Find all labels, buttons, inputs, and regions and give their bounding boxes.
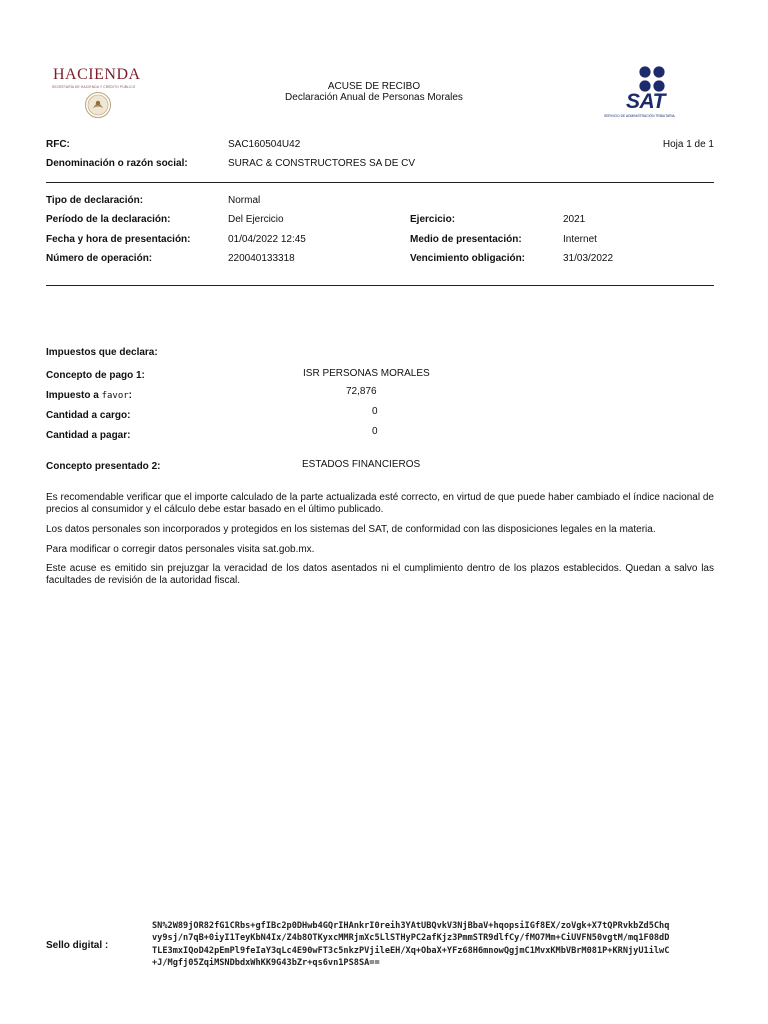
type-label: Tipo de declaración: [46,195,144,206]
favor-label [46,390,132,401]
sat-logo-text: SAT [626,90,665,113]
operation-value: 220040133318 [228,253,295,264]
seal-line-1: SN%2W89jOR82fG1CRbs+gfIBc2p0DHwb4GQrIHAnkrI0reih3YAtUBQvkV3NjBbaV+hqopsiIGf8EX/zoVgk+X7tQPRvkbZd5Chq [152,921,670,931]
note-modify-data: Para modificar o corregir datos personales visita sat.gob.mx. [46,544,315,555]
rfc-label: RFC: [46,139,70,150]
operation-label: Número de operación: [46,253,153,264]
favor-label-a: Impuesto a [46,390,99,401]
charge-label: Cantidad a cargo: [46,410,131,421]
name-label: Denominación o razón social: [46,158,188,169]
sat-dots-icon [638,65,666,93]
due-value: 31/03/2022 [563,253,614,264]
page-subtitle: Declaración Anual de Personas Morales [285,92,463,103]
favor-value: 72,876 [346,386,377,397]
hacienda-logo-text: HACIENDA [53,66,141,83]
concept1-label: Concepto de pago 1: [46,370,145,381]
note-index-warning: Es recomendable verificar que el importe calculado de la parte actualizada esté correcto, en virtud de que puede haber cambiado el índice nacional de precios al consumidor y el cálculo debe estar basado en el último publicado. [46,492,714,515]
seal-line-3: TLE3mxIQoD42pEmPl9feIaY3qLc4E90wFT3c5nkzPVjileEH/Xq+ObaX+YFz68H6mnowQgjmC1MvxKMbVBrM081P+KRNjyU1ilwC [152,945,670,956]
rfc-value: SAC160504U42 [228,139,301,150]
name-value: SURAC & CONSTRUCTORES SA DE CV [228,158,416,169]
seal-value [152,920,712,970]
favor-label-b: favor [101,391,129,401]
note-disclaimer: Este acuse es emitido sin prejuzgar la veracidad de los datos asentados ni el cumplimiento dentro de los plazos establecidos. Quedan a salvo las facultades de revisión de la autoridad fiscal. [46,563,714,586]
divider-top [46,182,714,183]
seal-label: Sello digital : [46,940,109,951]
medium-label: Medio de presentación: [410,234,522,245]
fiscal-year-value: 2021 [563,214,586,225]
sat-logo [600,62,704,120]
concept2-value: ESTADOS FINANCIEROS [302,459,421,470]
note-personal-data: Los datos personales son incorporados y protegidos en los sistemas del SAT, de conformidad con las disposiciones legales en la materia. [46,524,656,535]
sat-logo-subtext: SERVICIO DE ADMINISTRACIÓN TRIBUTARIA [604,114,675,118]
concept2-label: Concepto presentado 2: [46,461,161,472]
seal-line-4: +J/Mgfj05ZqiMSNDbdxWhKK9G43bZr+qs6vn1PS8SA== [152,958,380,969]
page-title: ACUSE DE RECIBO [327,81,421,92]
due-label: Vencimiento obligación: [410,253,526,264]
pay-label: Cantidad a pagar: [46,430,131,441]
favor-label-c: : [128,390,133,401]
type-value: Normal [228,195,261,206]
period-value: Del Ejercicio [228,214,284,225]
datetime-label: Fecha y hora de presentación: [46,234,191,245]
charge-value: 0 [372,406,378,417]
medium-value: Internet [563,234,597,245]
pay-value: 0 [372,426,378,437]
divider-bottom [46,285,714,286]
page-info: Hoja 1 de 1 [662,139,714,150]
period-label: Período de la declaración: [46,214,171,225]
concept1-value: ISR PERSONAS MORALES [303,368,430,379]
fiscal-year-label: Ejercicio: [410,214,456,225]
datetime-value: 01/04/2022 12:45 [228,234,306,245]
hacienda-logo-subtext: SECRETARÍA DE HACIENDA Y CRÉDITO PÚBLICO [52,85,136,89]
taxes-section-label: Impuestos que declara: [46,347,158,358]
seal-line-2: vy9sj/n7qB+0iyI1TeyKbN4Ix/Z4b8OTKyxcMMRjmXc5LlSTHyPC2afKjz3PmmSTR9dlfCy/fMO7Mm+CiUVFN50vgtM/mq1F08dD [152,933,670,944]
